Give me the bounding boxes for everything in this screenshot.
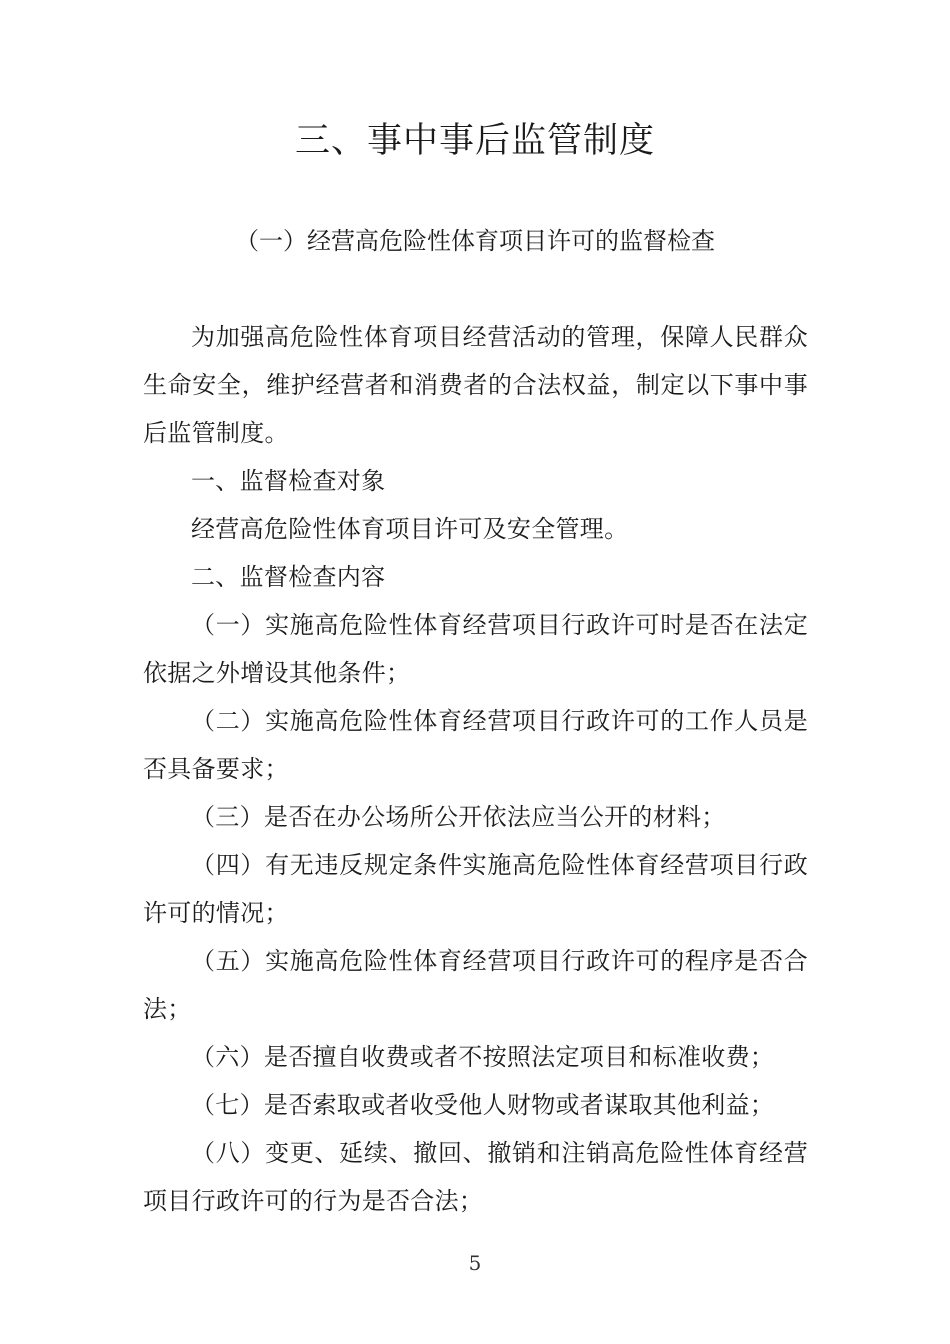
content-item-7: （七）是否索取或者收受他人财物或者谋取其他利益； <box>191 1091 775 1119</box>
content-item-2: （二）实施高危险性体育经营项目行政许可的工作人员是否具备要求； <box>143 707 808 783</box>
content-item-6: （六）是否擅自收费或者不按照法定项目和标准收费； <box>191 1043 775 1071</box>
section-heading-objects: 一、监督检查对象 <box>191 467 386 495</box>
document-body <box>143 313 808 1225</box>
section-subtitle: （一）经营高危险性体育项目许可的监督检查 <box>235 227 715 255</box>
content-item-4: （四）有无违反规定条件实施高危险性体育经营项目行政许可的情况； <box>143 851 808 927</box>
content-item-3: （三）是否在办公场所公开依法应当公开的材料； <box>191 803 726 831</box>
content-item-5: （五）实施高危险性体育经营项目行政许可的程序是否合法； <box>143 947 808 1023</box>
page-number: 5 <box>468 1251 482 1275</box>
content-item-8: （八）变更、延续、撤回、撤销和注销高危险性体育经营项目行政许可的行为是否合法； <box>143 1139 808 1215</box>
section-heading-content: 二、监督检查内容 <box>191 563 386 591</box>
page-title: 三、事中事后监管制度 <box>294 121 655 161</box>
intro-paragraph: 为加强高危险性体育项目经营活动的管理，保障人民群众生命安全，维护经营者和消费者的合法权益，制定以下事中事后监管制度。 <box>143 323 808 447</box>
content-item-1: （一）实施高危险性体育经营项目行政许可时是否在法定依据之外增设其他条件； <box>143 611 808 687</box>
objects-paragraph: 经营高危险性体育项目许可及安全管理。 <box>191 515 629 543</box>
